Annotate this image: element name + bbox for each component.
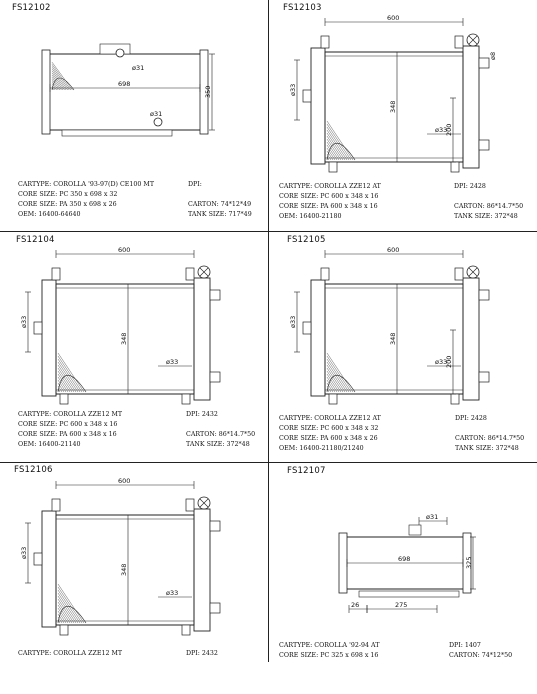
mount-bracket <box>455 36 463 48</box>
left-tank <box>311 48 325 164</box>
spec-line: CORE SIZE: PC 325 x 698 x 16 <box>279 652 379 659</box>
inlet-pipe <box>210 521 220 531</box>
spec-line: DPI: 2428 <box>454 183 486 190</box>
left-tank <box>311 280 325 396</box>
technical-drawing <box>0 463 268 643</box>
dimension-label: 350 <box>204 85 212 98</box>
inlet-pipe <box>479 58 489 68</box>
spec-line: CARTYPE: COROLLA '93-97(D) CE100 MT <box>18 181 155 188</box>
spec-line: CORE SIZE: PA 600 x 348 x 26 <box>279 435 378 442</box>
side-pipe <box>34 553 42 565</box>
mount-bracket <box>52 499 60 511</box>
dimension-label: 26 <box>351 601 360 609</box>
mount-bracket <box>329 394 337 404</box>
dimension-label: 600 <box>118 246 131 254</box>
spec-block-left <box>18 649 122 659</box>
product-cell <box>0 0 268 231</box>
bottom-bracket <box>359 591 459 597</box>
spec-line: OEM: 16400-21180 <box>279 213 342 220</box>
mount-bracket <box>455 268 463 280</box>
spec-line: DPI: 1407 <box>449 642 481 649</box>
spec-block-right <box>186 649 218 659</box>
left-tank <box>42 511 56 627</box>
inlet-pipe <box>210 290 220 300</box>
spec-block-left <box>279 182 381 222</box>
spec-line: CARTYPE: COROLLA ZZE12 AT <box>279 183 381 190</box>
dimension-label: ø33 <box>20 315 28 328</box>
radiator-drawing <box>289 246 489 404</box>
spec-line: OEM: 16400-64640 <box>18 211 81 218</box>
side-pipe <box>303 90 311 102</box>
bottom-bracket <box>62 130 172 136</box>
spec-line: CARTON: 86*14.7*50 <box>454 203 524 210</box>
outlet-pipe <box>210 603 220 613</box>
product-cell <box>269 0 537 231</box>
pipe-diameter-label: ø33 <box>166 358 179 366</box>
spec-line: CORE SIZE: PA 600 x 348 x 16 <box>18 431 117 438</box>
outlet-pipe <box>479 372 489 382</box>
dimension-label: ø33 <box>289 83 297 96</box>
outlet-pipe <box>479 140 489 150</box>
spec-line: CARTON: 86*14.7*50 <box>455 435 525 442</box>
inlet-pipe <box>116 49 124 57</box>
dimension-label: 200 <box>445 355 453 368</box>
radiator-drawing <box>339 513 476 613</box>
spec-line: CARTYPE: COROLLA '92-94 AT <box>279 642 380 649</box>
spec-line: DPI: 2428 <box>455 415 487 422</box>
dimension-label: ø33 <box>20 546 28 559</box>
radiator-drawing <box>289 14 497 172</box>
product-code: FS12102 <box>12 3 51 13</box>
spec-block-right <box>188 180 252 220</box>
mount-bracket <box>451 162 459 172</box>
spec-line: CORE SIZE: PC 350 x 698 x 32 <box>18 191 118 198</box>
dimension-label: 348 <box>389 100 397 113</box>
right-tank <box>194 278 210 400</box>
spec-line <box>186 420 255 430</box>
dimension-label: 275 <box>395 601 408 609</box>
dimension-label: 698 <box>398 555 411 563</box>
technical-drawing <box>269 463 537 643</box>
product-cell <box>0 232 268 463</box>
mount-bracket <box>186 499 194 511</box>
left-tank <box>339 533 347 593</box>
mount-bracket <box>52 268 60 280</box>
mount-bracket <box>186 268 194 280</box>
right-tank <box>463 46 479 168</box>
side-pipe <box>303 322 311 334</box>
radiator-drawing <box>20 477 220 635</box>
mount-bracket <box>182 394 190 404</box>
spec-line <box>188 190 252 200</box>
top-bracket <box>100 44 130 54</box>
product-cell <box>0 463 268 694</box>
dimension-label: 348 <box>120 332 128 345</box>
spec-line <box>454 192 523 202</box>
spec-line: CORE SIZE: PC 600 x 348 x 16 <box>279 193 379 200</box>
left-tank <box>42 280 56 396</box>
spec-line: CARTON: 74*12*49 <box>188 201 252 208</box>
spec-block-right <box>455 414 524 454</box>
spec-block-right <box>449 641 512 661</box>
spec-line: DPI: 2432 <box>186 411 218 418</box>
left-tank <box>42 50 50 134</box>
right-tank <box>194 509 210 631</box>
spec-block-right <box>454 182 523 222</box>
mount-bracket <box>182 625 190 635</box>
mount-bracket <box>321 36 329 48</box>
technical-drawing <box>269 0 537 180</box>
right-tank <box>463 278 479 400</box>
product-code: FS12103 <box>283 3 322 13</box>
spec-block-left <box>18 410 122 450</box>
pipe-diameter-label: ø33 <box>435 126 448 134</box>
spec-line: CARTYPE: COROLLA ZZE12 AT <box>279 415 381 422</box>
technical-drawing <box>269 232 537 412</box>
spec-block-left <box>279 641 379 661</box>
dimension-label: ø33 <box>289 315 297 328</box>
dimension-label: 200 <box>445 123 453 136</box>
spec-line: CARTON: 74*12*50 <box>449 652 513 659</box>
mount-bracket <box>60 394 68 404</box>
inlet-pipe <box>409 525 421 535</box>
spec-block-right <box>186 410 255 450</box>
mount-bracket <box>329 162 337 172</box>
dimension-label: 325 <box>465 556 473 569</box>
technical-drawing <box>0 0 268 180</box>
product-cell <box>269 232 537 463</box>
product-code: FS12105 <box>287 235 326 245</box>
outlet-pipe <box>154 118 162 126</box>
radiator-drawing <box>42 44 215 136</box>
spec-line: TANK SIZE: 372*48 <box>455 445 519 452</box>
spec-line: TANK SIZE: 717*49 <box>188 211 252 218</box>
dimension-label: 600 <box>118 477 131 485</box>
dimension-label: 600 <box>387 14 400 22</box>
dimension-label: 348 <box>120 563 128 576</box>
spec-line: OEM: 16400-21140 <box>18 441 81 448</box>
dimension-label: 600 <box>387 246 400 254</box>
mount-bracket <box>451 394 459 404</box>
dimension-label: 698 <box>118 80 131 88</box>
pipe-diameter-label: ø33 <box>166 589 179 597</box>
spec-line: DPI: 2432 <box>186 650 218 657</box>
dimension-label: 348 <box>389 332 397 345</box>
product-code: FS12104 <box>16 235 55 245</box>
mount-bracket <box>60 625 68 635</box>
radiator-drawing <box>20 246 220 404</box>
spec-block-left <box>18 180 154 220</box>
spec-line: CORE SIZE: PC 600 x 348 x 16 <box>18 421 118 428</box>
spec-line: TANK SIZE: 372*48 <box>454 213 518 220</box>
spec-line: CORE SIZE: PC 600 x 348 x 32 <box>279 425 379 432</box>
product-cell <box>269 463 537 694</box>
spec-line: DPI: <box>188 181 202 188</box>
outlet-pipe <box>210 372 220 382</box>
dimension-label: ø31 <box>426 513 439 521</box>
inlet-pipe <box>479 290 489 300</box>
spec-line: CARTYPE: COROLLA ZZE12 MT <box>18 650 123 657</box>
spec-line: CARTON: 86*14.7*50 <box>186 431 256 438</box>
spec-line: CORE SIZE: PA 350 x 698 x 26 <box>18 201 117 208</box>
spec-line: TANK SIZE: 372*48 <box>186 441 250 448</box>
technical-drawing <box>0 232 268 412</box>
spec-block-left <box>279 414 381 454</box>
spec-line: CORE SIZE: PA 600 x 348 x 16 <box>279 203 378 210</box>
mount-bracket <box>321 268 329 280</box>
inlet-diameter-label: ø31 <box>132 64 145 72</box>
spec-line: CARTYPE: COROLLA ZZE12 MT <box>18 411 123 418</box>
cap-diameter-label: ø8 <box>489 51 497 60</box>
side-pipe <box>34 322 42 334</box>
product-code: FS12107 <box>287 466 326 476</box>
pipe-diameter-label: ø33 <box>435 358 448 366</box>
spec-line <box>455 424 524 434</box>
product-code: FS12106 <box>14 465 53 475</box>
outlet-diameter-label: ø31 <box>150 110 163 118</box>
spec-line: OEM: 16400-21180/21240 <box>279 445 364 452</box>
radiator-core <box>48 54 202 130</box>
